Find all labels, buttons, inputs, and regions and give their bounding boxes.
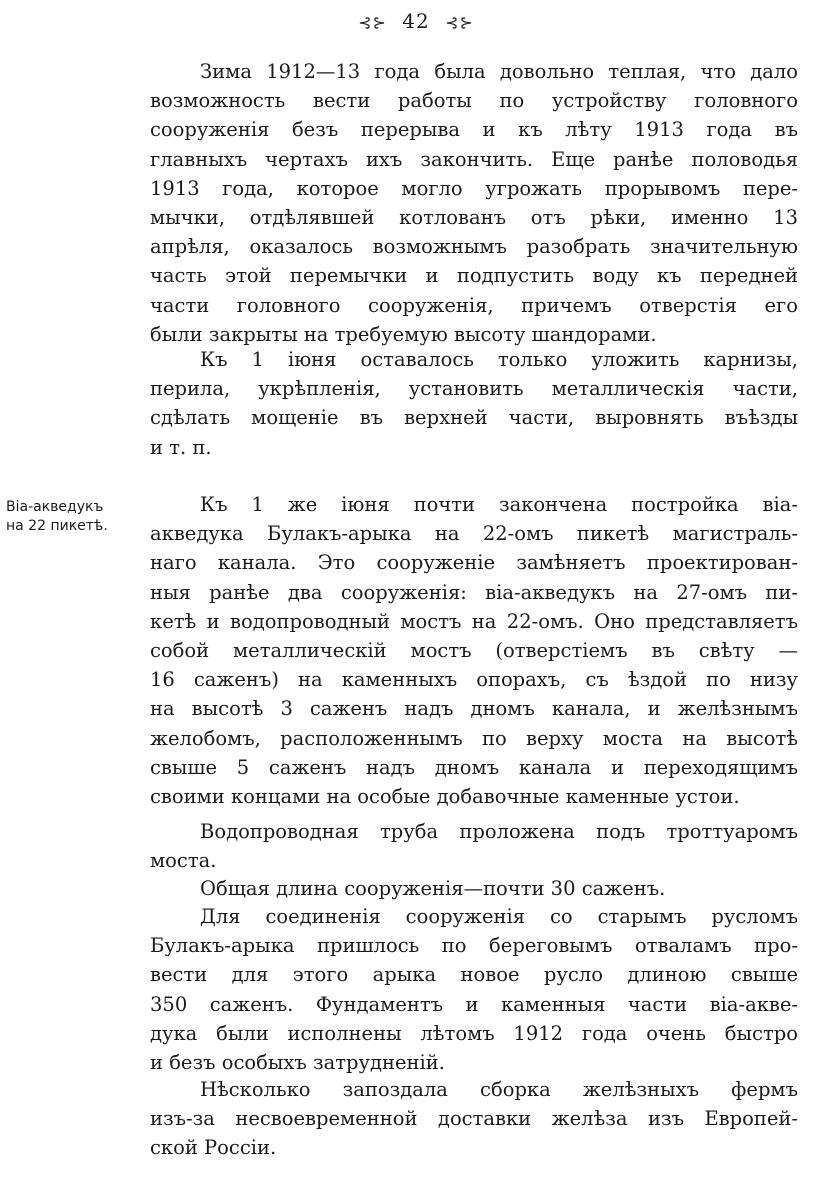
text-line: 350 саженъ. Фундаментъ и каменныя части віа-акве- bbox=[150, 992, 798, 1016]
margin-note bbox=[6, 498, 146, 536]
text-line: ныя ранѣе два сооруженія: віа-акведукъ на 27-омъ пи- bbox=[150, 580, 798, 604]
paragraph-water-pipe bbox=[150, 817, 798, 875]
text-line: часть этой перемычки и подпустить воду къ передней bbox=[150, 264, 798, 288]
text-line: Водопроводная труба проложена подъ троттуаромъ bbox=[200, 820, 798, 843]
paragraph-winter-works bbox=[150, 57, 798, 349]
text-line: Общая длина сооруженія—почти 30 саженъ. bbox=[200, 877, 666, 900]
paragraph-total-length bbox=[150, 874, 798, 903]
text-line: дука были исполнены лѣтомъ 1912 года очень быстро bbox=[150, 1021, 798, 1045]
paragraph-iron-delay bbox=[150, 1075, 798, 1163]
page-number: 42 bbox=[402, 9, 430, 33]
text-line: наго канала. Это сооруженіе замѣняетъ проектирован- bbox=[150, 551, 798, 575]
text-line: апрѣля, оказалось возможнымъ разобрать значительную bbox=[150, 235, 798, 259]
text-line: изъ-за несвоевременной доставки желѣза изъ Европей- bbox=[150, 1107, 798, 1131]
text-line: Булакъ-арыка пришлось по береговымъ отваламъ про- bbox=[150, 934, 798, 958]
text-line: сооруженія безъ перерыва и къ лѣту 1913 года въ bbox=[150, 118, 798, 142]
text-line: Къ 1 іюня оставалось только уложить карнизы, bbox=[200, 348, 798, 371]
text-line: главныхъ чертахъ ихъ закончить. Еще ранѣе половодья bbox=[150, 147, 798, 171]
paragraph-connection bbox=[150, 902, 798, 1077]
text-line: на высотѣ 3 саженъ надъ дномъ канала, и желѣзнымъ bbox=[150, 697, 798, 721]
text-line: ской Россіи. bbox=[150, 1136, 277, 1160]
text-line: и т. п. bbox=[150, 435, 212, 459]
text-line: части головного сооруженія, причемъ отверстія его bbox=[150, 293, 798, 317]
ornament-left-icon: ⊰⊱ bbox=[358, 13, 387, 32]
text-line: своими концами на особые добавочные каменные устои. bbox=[150, 785, 740, 809]
text-line: кетѣ и водопроводный мостъ на 22-омъ. Оно представляетъ bbox=[150, 609, 798, 633]
margin-note-line: на 22 пикетѣ. bbox=[6, 518, 108, 534]
text-line: Зима 1912—13 года была довольно теплая, что дало bbox=[200, 60, 798, 83]
page-header bbox=[0, 8, 832, 36]
paragraph-june-remaining bbox=[150, 345, 798, 462]
text-line: 16 саженъ) на каменныхъ опорахъ, съ ѣздой по низу bbox=[150, 668, 798, 692]
margin-note-line: Віа-акведукъ bbox=[6, 499, 104, 515]
text-line: вести для этого арыка новое русло длиною свыше bbox=[150, 963, 798, 987]
text-line: свыше 5 саженъ надъ дномъ канала и переходящимъ bbox=[150, 755, 798, 779]
text-line: Нѣсколько запоздала сборка желѣзныхъ фермъ bbox=[200, 1078, 798, 1101]
ornament-right-icon: ⊰⊱ bbox=[445, 13, 474, 32]
text-line: Для соединенія сооруженія со старымъ русломъ bbox=[200, 905, 798, 928]
text-line: были закрыты на требуемую высоту шандорами. bbox=[150, 322, 657, 346]
text-line: и безъ особыхъ затрудненій. bbox=[150, 1051, 445, 1075]
text-line: собой металлическій мостъ (отверстіемъ въ свѣту — bbox=[150, 639, 798, 663]
text-line: перила, укрѣпленія, установить металлическія части, bbox=[150, 377, 798, 401]
text-line: акведука Булакъ-арыка на 22-омъ пикетѣ магистраль- bbox=[150, 522, 798, 546]
text-line: желобомъ, расположеннымъ по верху моста на высотѣ bbox=[150, 726, 798, 750]
text-line: моста. bbox=[150, 849, 217, 873]
paragraph-via-aqueduct bbox=[150, 490, 798, 811]
text-line: мычки, отдѣлявшей котлованъ отъ рѣки, именно 13 bbox=[150, 206, 798, 230]
text-line: Къ 1 же іюня почти закончена постройка віа- bbox=[200, 493, 798, 516]
text-line: 1913 года, которое могло угрожать прорывомъ пере- bbox=[150, 176, 798, 200]
text-line: возможность вести работы по устройству головного bbox=[150, 89, 798, 113]
text-line: сдѣлать мощеніе въ верхней части, выровнять въѣзды bbox=[150, 406, 798, 430]
